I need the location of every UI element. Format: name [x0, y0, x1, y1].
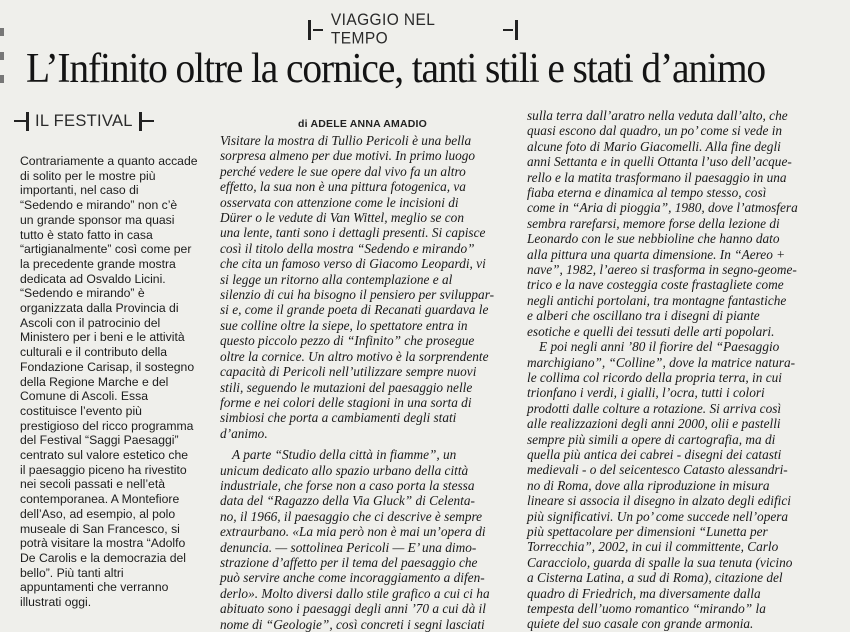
box-text-line: Ascoli con il patrocinio del: [20, 315, 161, 330]
article-text-line: A parte “Studio della città in fiamme”, un: [232, 447, 457, 463]
article-text-line: nome di “Geologie”, così concreti i segni lasciati: [220, 616, 485, 632]
article-text-line: no di Roma, dove alla riproduzione in misura: [527, 477, 770, 493]
article-text-line: alle realizzazioni degli anni 2000, olii e pastelli: [527, 416, 781, 432]
article-text-line: marchigiano”, “Colline”, dove la matrice natura-: [527, 354, 796, 370]
box-text-line: culturali e il contributo della: [20, 345, 168, 360]
article-text-line: alcune foto di Mario Giacomelli. Alla fine degli: [527, 138, 781, 154]
box-text-line: importanti, nel caso di: [20, 183, 139, 198]
box-text-line: “Sedendo e mirando” non c’è: [20, 198, 178, 213]
box-text-line: del Festival “Saggi Paesaggi”: [20, 433, 179, 448]
article-text-line: nave”, 1982, l’aereo si trasforma in segno-geome-: [527, 262, 797, 278]
article-text-line: questo piccolo pezzo di “Infinito” che prosegue: [220, 333, 475, 349]
article-text-line: data del “Ragazzo della Via Gluck” di Celenta-: [220, 493, 475, 509]
article-text-line: sorpresa almeno per due motivi. In primo luogo: [220, 148, 476, 164]
section-rubric: [308, 11, 518, 48]
box-text-line: De Carolis e la democrazia del: [20, 550, 186, 565]
box-rubric-bar-left: [26, 112, 29, 131]
rubric-label: VIAGGIO NEL TEMPO: [330, 11, 435, 48]
article-text-line: trionfano i verdi, i gialli, l’ocra, tutti i colori: [527, 385, 765, 401]
article-text-line: d’animo.: [220, 425, 268, 441]
rubric-rule-left: [313, 29, 323, 31]
box-text-line: dedicata ad Osvaldo Licini.: [20, 271, 166, 286]
article-text-line: le collima col ricordo della propria terra, in cui: [527, 369, 782, 385]
article-text-line: effetto, la sua non è una pittura fotogenica, va: [220, 179, 466, 195]
festival-box-text: [20, 154, 198, 610]
article-text-line: capacità di Pericoli nell’utilizzare sempre nuovi: [220, 364, 477, 380]
article-text-line: fiaba eterna e dinamica al tempo stesso, così: [527, 185, 767, 201]
article-text-line: più spettacolare per dimensioni “Lunetta per: [527, 523, 768, 539]
article-text-line: oltre la cornice. Un altro motivo è la sorprendente: [220, 348, 489, 364]
article-text-line: Visitare la mostra di Tullio Pericoli è una bella: [220, 133, 472, 148]
box-text-line: Ministero per i beni e le attività: [20, 330, 185, 345]
article-text-line: lineare si associa il disegno in alzato degli edifici: [527, 493, 791, 509]
article-text-line: quadro di Friedrich, ma diversamente dalla: [527, 585, 761, 601]
article-column-2: [527, 108, 827, 632]
box-text-line: costituisce l’evento più: [20, 403, 142, 418]
article-text-line: sulla terra dall’aratro nella veduta dall’alto, che: [527, 108, 788, 123]
article-text-line: a Cisterna Latina, a sud di Roma), citazione del: [527, 570, 783, 586]
article-text-line: Dürer o le vedute di Van Wittel, meglio se con: [220, 210, 464, 226]
box-rubric-label: IL FESTIVAL: [35, 111, 133, 130]
article-text-line: extraurbano. «La mia però non è mai un’opera di: [220, 524, 486, 540]
article-text-line: abituato sono i paesaggi degli anni ’70 a cui dà il: [220, 601, 486, 617]
box-text-line: museale di San Francesco, si: [20, 521, 180, 536]
article-column-1: [220, 133, 505, 632]
article-text-line: Leonardo con le sue nebbioline che hanno dato: [527, 231, 780, 247]
article-text-line: silenzio di cui ha bisogno il pensiero per sviluppar-: [220, 287, 495, 303]
article-text-line: negli antichi portolani, tra montagne fantastiche: [527, 292, 787, 308]
article-text-line: denuncia. — sottolinea Pericoli — E’ una dimo-: [220, 539, 477, 555]
article-text-line: medievali - o del seicentesco Catasto alessandri-: [527, 462, 788, 478]
article-text-line: una lente, tanti sono i dettagli presenti. Si capisce: [220, 225, 486, 241]
article-text-line: così il titolo della mostra “Sedendo e mirando”: [220, 240, 475, 256]
article-text-line: sempre più simili a opere di cartografia, ma di: [527, 431, 776, 447]
page-edge-marks: [0, 0, 5, 615]
article-text-line: sembra rarefarsi, memore forse della lezione di: [527, 215, 780, 231]
article-text-line: sue colline oltre la siepe, lo spettatore entra in: [220, 317, 468, 333]
article-text-line: alla pittura una quarta dimensione. In “Aereo +: [527, 246, 786, 262]
article-text-line: si e, come il grande poeta di Recanati guardava le: [220, 302, 489, 318]
box-text-line: dell’Aso, ad esempio, al polo: [20, 506, 176, 521]
article-text-line: tempesta dell’uomo romantico “mirando” la: [527, 601, 766, 616]
box-text-line: nei secoli passati e nell’età: [20, 477, 165, 492]
box-text-line: appuntamenti che verranno: [20, 580, 169, 595]
article-text-line: no, il 1966, il paesaggio che ci descrive è sempre: [220, 508, 483, 524]
box-text-line: un grande sponsor ma quasi: [20, 212, 175, 227]
box-text-line: di solito per le mostre più: [20, 168, 156, 183]
article-text-line: può servire anche come incoraggiamento a difen-: [220, 570, 485, 586]
box-text-line: “artigianalmente” così come per: [20, 242, 192, 257]
article-text-line: anni Settanta e in quelli Ottanta l’uso dell’acque-: [527, 154, 792, 170]
article-text-line: osservata con attenzione come le incisioni di: [220, 194, 459, 210]
article-text-line: unicum dedicato allo spazio urbano della città: [220, 462, 469, 478]
article-text-line: che cita un famoso verso di Giacomo Leopardi, vi: [220, 256, 486, 272]
article-text-line: quella più antica dei cabrei - disegni dei catasti: [527, 446, 782, 462]
box-text-line: Comune di Ascoli. Essa: [20, 389, 149, 404]
article-text-line: si legge un ritorno alla contemplazione e al: [220, 271, 453, 287]
article-text-line: rello e la matita trasformano il paesaggio in una: [527, 169, 787, 185]
article-text-line: più significativi. Un po’ come succede nell’opera: [527, 508, 789, 524]
article-text-line: simbiosi che porta a cambiamenti degli stati: [220, 410, 457, 426]
box-text-line: prestigioso del ricco programma: [20, 418, 194, 433]
article-text-line: quasi escono dal quadro, un po’ come si vede in: [527, 123, 783, 139]
headline: L’Infinito oltre la cornice, tanti stili e stati d’animo: [26, 46, 766, 92]
article-text-line: Caracciolo, guarda di spalle la sua tenuta (vicino: [527, 554, 793, 570]
article-text-line: forme e nei colori delle stagioni in una sorta di: [220, 394, 472, 410]
article-text-line: Torrecchia”, 2002, in cui il committente, Carlo: [527, 539, 779, 555]
box-text-line: bello”. Più tanti altri: [20, 565, 124, 580]
box-text-line: il paesaggio piceno ha rivestito: [20, 462, 187, 477]
article-text-line: E poi negli anni ’80 il fiorire del “Paesaggio: [539, 339, 780, 355]
article-text-line: esotiche e quelli dei tessuti delle arti popolari.: [527, 323, 775, 339]
box-text-line: organizzata dalla Provincia di: [20, 301, 179, 316]
box-text-line: centrato sul valore estetico che: [20, 448, 189, 463]
article-text-line: industriale, che forse non a caso porta la stessa: [220, 477, 475, 493]
article-text-line: quiete del suo casale con grande armonia.: [527, 616, 754, 632]
box-text-line: della Regione Marche e del: [20, 374, 169, 389]
article-text-line: e alberi che oscillano tra i disegni di piante: [527, 308, 760, 324]
article-text-line: strazione d’affetto per il tema del paesaggio che: [220, 554, 478, 570]
byline: di ADELE ANNA AMADIO: [298, 118, 428, 130]
article-text-line: come in “Aria di pioggia”, 1980, dove l’atmosfera: [527, 200, 798, 216]
previous-article-bleed: [0, 0, 850, 4]
box-text-line: contemporanea. A Montefiore: [20, 492, 180, 507]
article-text-line: stili, seguendo le mutazioni del paesaggio nelle: [220, 379, 473, 395]
box-rubric-rule-left: [14, 120, 26, 122]
box-text-line: Fondazione Carisap, il sostegno: [20, 359, 195, 374]
article-text-line: perché vedere le sue opere dal vivo fa un altro: [220, 163, 466, 179]
rubric-bar-right: [515, 20, 518, 40]
box-text-line: illustrati oggi.: [20, 595, 92, 610]
article-text-line: derlo». Molto diversi dallo stile grafico a cui ci ha: [220, 585, 490, 601]
rubric-bar-left: [308, 20, 311, 40]
box-rubric-rule-right: [142, 120, 154, 122]
box-text-line: Contrariamente a quanto accade: [20, 154, 198, 168]
box-text-line: “Sedendo e mirando” è: [20, 286, 145, 301]
article-text-line: trico e la nave costeggia coste frastagliete come: [527, 277, 784, 293]
article-text-line: prodotti dalle colture a rotazione. Si arriva così: [527, 400, 782, 416]
box-text-line: potrà visitare la mostra “Adolfo: [20, 536, 186, 551]
box-text-line: tutto è stato fatto in casa: [20, 227, 153, 242]
rubric-rule-right: [503, 29, 513, 31]
box-text-line: la precedente grande mostra: [20, 256, 176, 271]
box-rubric: [14, 108, 196, 134]
